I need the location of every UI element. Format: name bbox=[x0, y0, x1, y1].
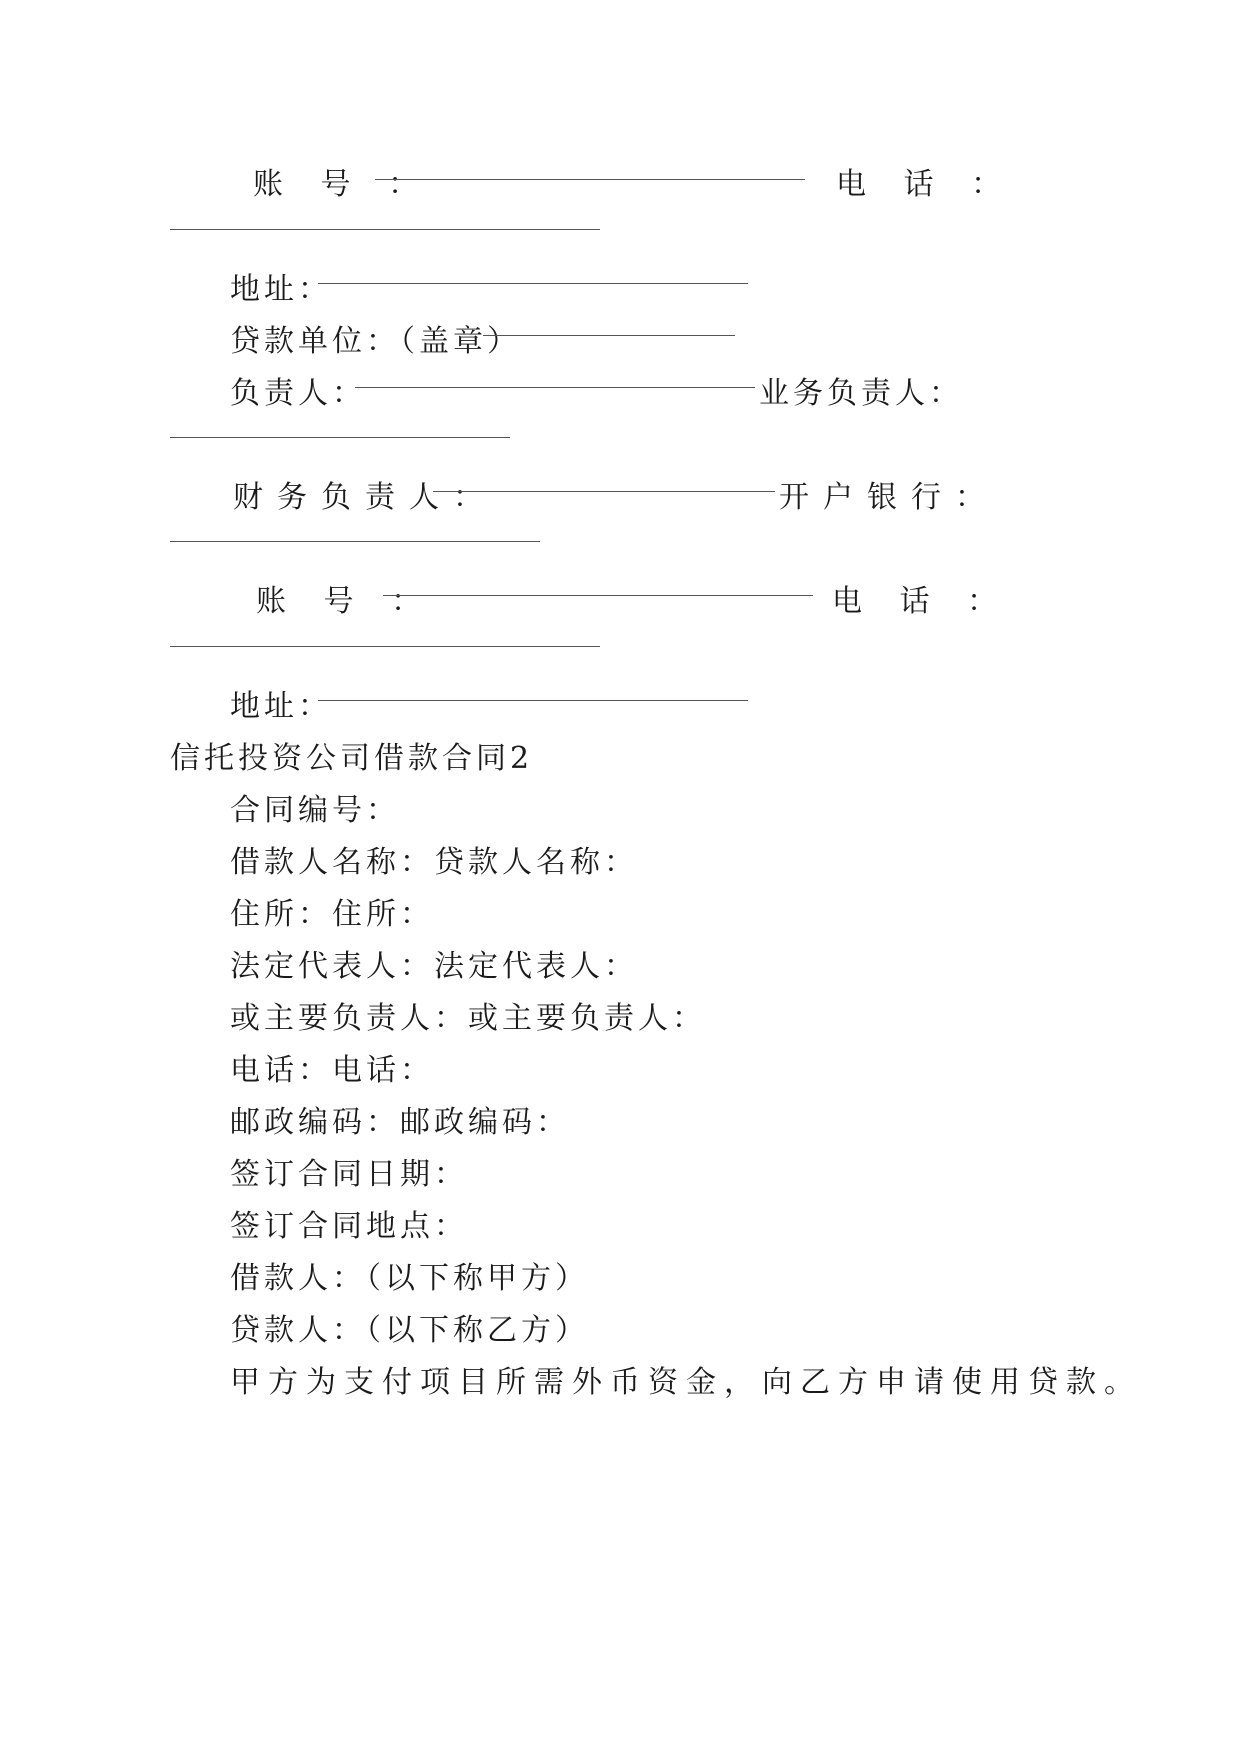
phone-blank-2[interactable] bbox=[170, 646, 600, 647]
phone-label-2: 电 话 ： bbox=[832, 584, 1012, 619]
contract-line bbox=[0, 893, 1241, 937]
address-label-2: 地址： bbox=[230, 689, 332, 724]
contract-line bbox=[0, 841, 1241, 885]
address-blank-2[interactable] bbox=[318, 700, 748, 701]
contract-line bbox=[0, 997, 1241, 1041]
business-principal-label: 业务负责人： bbox=[759, 376, 963, 411]
finance-principal-label: 财务负责人： bbox=[233, 480, 497, 515]
address-row-1 bbox=[0, 268, 1241, 312]
contract-line bbox=[0, 1153, 1241, 1197]
legal-representative-label: 法定代表人：法定代表人： bbox=[230, 949, 638, 984]
address-blank-1[interactable] bbox=[318, 283, 748, 284]
signing-place-label: 签订合同地点： bbox=[230, 1209, 468, 1244]
account-blank-1[interactable] bbox=[375, 179, 805, 180]
phone-blank-1[interactable] bbox=[170, 229, 600, 230]
principal-row bbox=[0, 372, 1241, 416]
finance-bank-row bbox=[0, 476, 1241, 520]
borrower-party-a-label: 借款人：（以下称甲方） bbox=[230, 1261, 589, 1296]
contract-title: 信托投资公司借款合同2 bbox=[170, 741, 534, 776]
borrower-lender-name-label: 借款人名称：贷款人名称： bbox=[230, 845, 638, 880]
contract-line bbox=[0, 1101, 1241, 1145]
contract-line bbox=[0, 945, 1241, 989]
contract-number-label: 合同编号： bbox=[230, 793, 400, 828]
loan-purpose-paragraph: 甲方为支付项目所需外币资金，向乙方申请使用贷款。 bbox=[230, 1365, 1142, 1400]
lender-unit-row bbox=[0, 320, 1241, 364]
bank-blank[interactable] bbox=[170, 541, 540, 542]
account-blank-2[interactable] bbox=[383, 595, 813, 596]
account-label: 账 号 ： bbox=[253, 167, 433, 202]
contract-line bbox=[0, 1361, 1241, 1405]
contract-line bbox=[0, 1205, 1241, 1249]
contract-line bbox=[0, 1049, 1241, 1093]
phone-label: 电 话 ： bbox=[836, 167, 1016, 202]
signing-date-label: 签订合同日期： bbox=[230, 1157, 468, 1192]
address-row-2 bbox=[0, 685, 1241, 729]
lender-unit-label: 贷款单位：（盖章） bbox=[230, 324, 521, 359]
business-principal-blank[interactable] bbox=[170, 437, 510, 438]
account-label-2: 账 号 ： bbox=[256, 584, 436, 619]
postal-code-label: 邮政编码：邮政编码： bbox=[230, 1105, 570, 1140]
main-principal-label: 或主要负责人：或主要负责人： bbox=[230, 1001, 706, 1036]
account-phone-row-2 bbox=[0, 580, 1241, 624]
address-label: 地址： bbox=[230, 272, 332, 307]
finance-principal-blank[interactable] bbox=[433, 491, 775, 492]
contract-line bbox=[0, 1257, 1241, 1301]
account-phone-row-1 bbox=[0, 163, 1241, 207]
contract-title-row bbox=[0, 737, 1241, 781]
principal-blank[interactable] bbox=[355, 387, 755, 388]
contract-line bbox=[0, 1309, 1241, 1353]
lender-unit-blank[interactable] bbox=[483, 335, 735, 336]
residence-label: 住所：住所： bbox=[230, 897, 434, 932]
contract-line bbox=[0, 789, 1241, 833]
principal-label: 负责人： bbox=[230, 376, 366, 411]
lender-party-b-label: 贷款人：（以下称乙方） bbox=[230, 1313, 589, 1348]
bank-label: 开户银行： bbox=[779, 480, 999, 515]
telephone-label: 电话：电话： bbox=[230, 1053, 434, 1088]
